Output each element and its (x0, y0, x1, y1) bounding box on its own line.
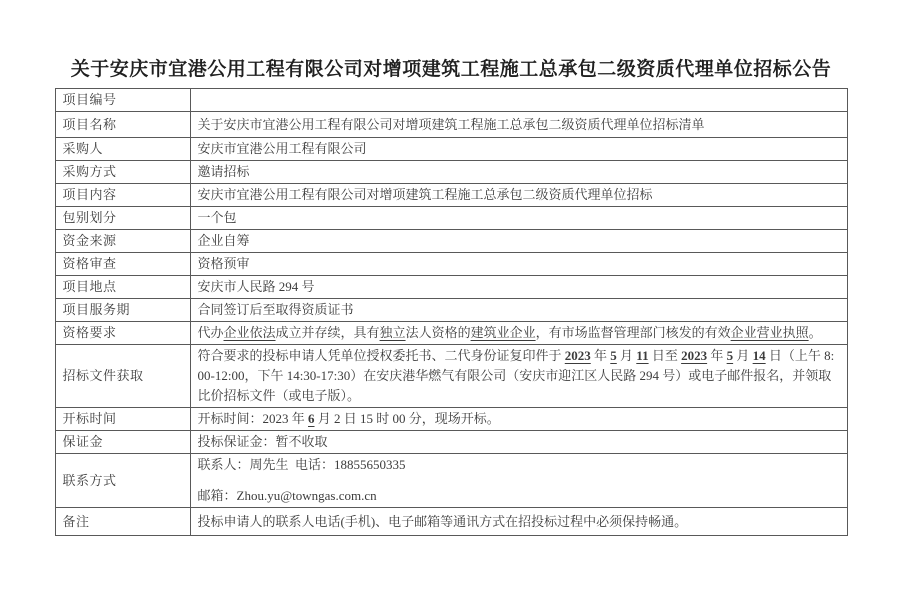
text-segment: 投标申请人的联系人电话(手机)、电子邮箱等通讯方式在招投标过程中必须保持畅通。 (197, 513, 688, 529)
table-row (55, 184, 847, 207)
row-label: 采购人 (55, 138, 190, 161)
table-row (55, 207, 847, 230)
text-segment: 合同签订后至取得资质证书 (197, 302, 354, 317)
table-row (55, 431, 847, 454)
text-segment: 月 (616, 348, 637, 363)
row-value (190, 408, 847, 431)
row-value (190, 230, 847, 253)
row-value (190, 184, 847, 207)
table-row (55, 299, 847, 322)
text-segment: 企业依法 (223, 325, 276, 340)
cell-line (198, 185, 840, 205)
row-value (190, 253, 847, 276)
table-row (55, 89, 847, 112)
row-value (190, 138, 847, 161)
table-row (55, 112, 847, 138)
row-label: 项目服务期 (55, 299, 190, 322)
text-segment: 日至 (648, 348, 682, 363)
row-label: 招标文件获取 (55, 345, 190, 408)
table-row (55, 408, 847, 431)
cell-line (198, 300, 840, 320)
row-label: 项目内容 (55, 184, 190, 207)
cell-line (198, 115, 840, 135)
text-segment: 符合要求的投标申请人凭单位授权委托书、二代身份证复印件于 (197, 348, 565, 363)
row-value (190, 276, 847, 299)
text-segment: 月 2 日 15 时 00 分，现场开标。 (314, 411, 500, 426)
table-row (55, 138, 847, 161)
row-label: 资金来源 (55, 230, 190, 253)
row-label: 项目地点 (55, 276, 190, 299)
table-row (55, 322, 847, 345)
cell-line (198, 208, 840, 228)
row-label: 资格要求 (55, 322, 190, 345)
text-segment: 关于安庆市宜港公用工程有限公司对增项建筑工程施工总承包二级资质代理单位招标清单 (197, 116, 705, 132)
text-segment: 2023 (681, 348, 708, 363)
row-value (190, 299, 847, 322)
cell-line (198, 512, 840, 532)
cell-line (198, 254, 840, 274)
text-segment: 成立并存续，具有 (275, 325, 380, 340)
row-label: 采购方式 (55, 161, 190, 184)
table-row (55, 454, 847, 508)
row-label: 开标时间 (55, 408, 190, 431)
cell-line (198, 486, 840, 506)
text-segment: 法人资格的 (405, 325, 471, 340)
text-segment: 资格预审 (197, 256, 250, 271)
table-row (55, 253, 847, 276)
table-row (55, 345, 847, 408)
cell-line (198, 323, 840, 343)
row-value (190, 431, 847, 454)
cell-line (198, 409, 840, 429)
row-label: 包别划分 (55, 207, 190, 230)
text-segment: 建筑业企业 (470, 325, 536, 340)
table-body (55, 89, 847, 536)
row-value (190, 454, 847, 508)
row-label: 备注 (55, 508, 190, 536)
text-segment: 14 (752, 348, 766, 363)
row-label: 资格审查 (55, 253, 190, 276)
table-row (55, 230, 847, 253)
text-segment: 安庆市宜港公用工程有限公司对增项建筑工程施工总承包二级资质代理单位招标 (197, 187, 653, 202)
table-row (55, 276, 847, 299)
text-segment: 投标保证金：暂不收取 (197, 434, 328, 449)
row-label: 保证金 (55, 431, 190, 454)
row-value (190, 161, 847, 184)
announcement-table (55, 88, 848, 536)
text-segment: 企业营业执照 (730, 325, 809, 340)
text-segment: 邮箱：Zhou.yu@towngas.com.cn (197, 488, 377, 503)
text-segment: 日（上午 8:00-12:00，下午 14:30-17:30）在安庆港华燃气有限公司（安庆市迎江区人民路 294 号）或电子邮件报名，并领取比价招标文件（或电子版）。 (197, 348, 835, 403)
cell-line (198, 432, 840, 452)
text-segment: 月 (733, 348, 753, 363)
text-segment: 年 (590, 348, 611, 363)
text-segment: 年 (707, 348, 727, 363)
row-label: 项目名称 (55, 112, 190, 138)
row-value (190, 322, 847, 345)
text-segment: 5 (726, 348, 734, 363)
text-segment: 邀请招标 (197, 164, 250, 179)
text-segment: 安庆市人民路 294 号 (197, 279, 315, 294)
text-segment: 独立 (379, 325, 406, 340)
page-title: 关于安庆市宜港公用工程有限公司对增项建筑工程施工总承包二级资质代理单位招标公告 (70, 59, 832, 80)
row-value (190, 345, 847, 408)
cell-line (198, 346, 840, 406)
text-segment: 联系人：周先生 电话：18855650335 (197, 457, 406, 472)
row-value (190, 508, 847, 536)
text-segment: 一个包 (197, 210, 237, 225)
text-segment: 。 (808, 325, 822, 340)
cell-line (198, 231, 840, 251)
text-segment: ，有市场监督管理部门核发的有效 (535, 325, 731, 340)
text-segment: 开标时间：2023 年 (197, 411, 309, 426)
text-segment: 代办 (197, 325, 224, 340)
table-row (55, 161, 847, 184)
row-value (190, 112, 847, 138)
text-segment: 2023 (564, 348, 591, 363)
row-value (190, 207, 847, 230)
row-label: 联系方式 (55, 454, 190, 508)
cell-line (198, 455, 840, 475)
text-segment: 企业自筹 (197, 233, 250, 248)
cell-line (198, 277, 840, 297)
text-segment: 11 (636, 348, 649, 363)
table-row (55, 508, 847, 536)
cell-line (198, 139, 840, 159)
text-segment: 6 (308, 411, 315, 426)
text-segment: 安庆市宜港公用工程有限公司 (197, 141, 367, 156)
text-segment: 5 (610, 348, 617, 363)
row-label: 项目编号 (55, 89, 190, 112)
row-value (190, 89, 847, 112)
cell-line (198, 162, 840, 182)
